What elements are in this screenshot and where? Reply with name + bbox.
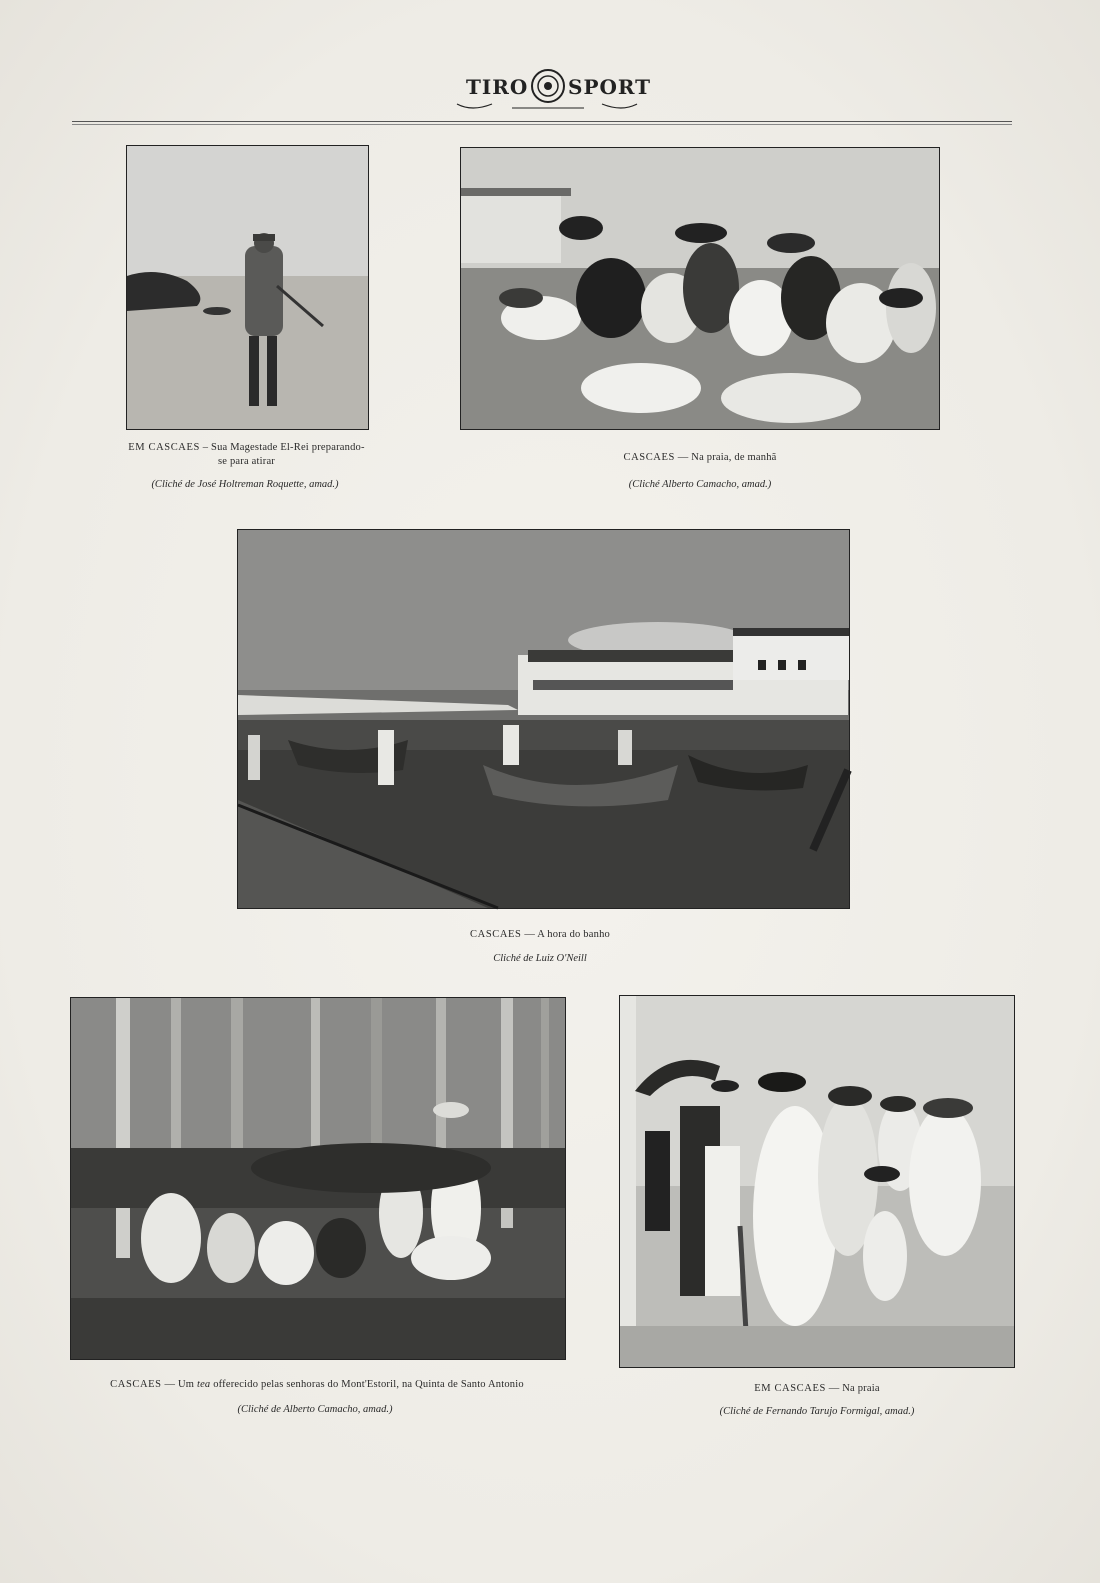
photo-on-the-beach-credit: (Cliché de Fernando Tarujo Formigal, amad.) (719, 1406, 915, 1417)
header-rule-top (72, 121, 1012, 122)
caption-place: EM CASCAES (754, 1383, 826, 1394)
caption-place: CASCAES (470, 929, 522, 940)
masthead-logo (452, 64, 652, 114)
photo-king-shooting (126, 145, 369, 430)
photo-tea-party-caption (64, 1378, 570, 1392)
caption-text: — Na praia, de manhã (674, 452, 777, 463)
caption-text: — A hora do banho (521, 929, 610, 940)
header-rule-bottom (72, 124, 1012, 125)
photo-tea-party-credit: (Cliché de Alberto Camacho, amad.) (237, 1404, 393, 1415)
caption-text: offerecido pelas senhoras do Mont'Estoril, na Quinta de Santo Antonio (210, 1379, 524, 1390)
photo-beach-morning (460, 147, 940, 430)
caption-place: CASCAES (623, 452, 675, 463)
caption-text: – Sua Magestade El-Rei preparando-se para atirar (199, 442, 365, 467)
photo-beach-morning-caption (520, 451, 880, 465)
photo-beach-morning-credit: (Cliché Alberto Camacho, amad.) (628, 479, 772, 490)
photo-king-caption (126, 441, 367, 469)
caption-pre: — Um (161, 1379, 197, 1390)
photo-tea-party (70, 997, 566, 1360)
photo-bathing-hour-credit: Cliché de Luiz O'Neill (493, 953, 587, 964)
caption-place: CASCAES (110, 1379, 162, 1390)
photo-king-credit: (Cliché de José Holtreman Roquette, amad.) (151, 479, 339, 490)
svg-text:TIRO: TIRO (466, 75, 529, 99)
photo-on-the-beach (619, 995, 1015, 1368)
svg-text:SPORT: SPORT (568, 75, 652, 99)
caption-place: EM CASCAES (128, 442, 200, 453)
photo-bathing-hour (237, 529, 850, 909)
photo-bathing-hour-caption (340, 928, 740, 942)
caption-italic: tea (196, 1379, 211, 1390)
photo-on-the-beach-caption (620, 1382, 1014, 1396)
caption-text: — Na praia (825, 1383, 880, 1394)
